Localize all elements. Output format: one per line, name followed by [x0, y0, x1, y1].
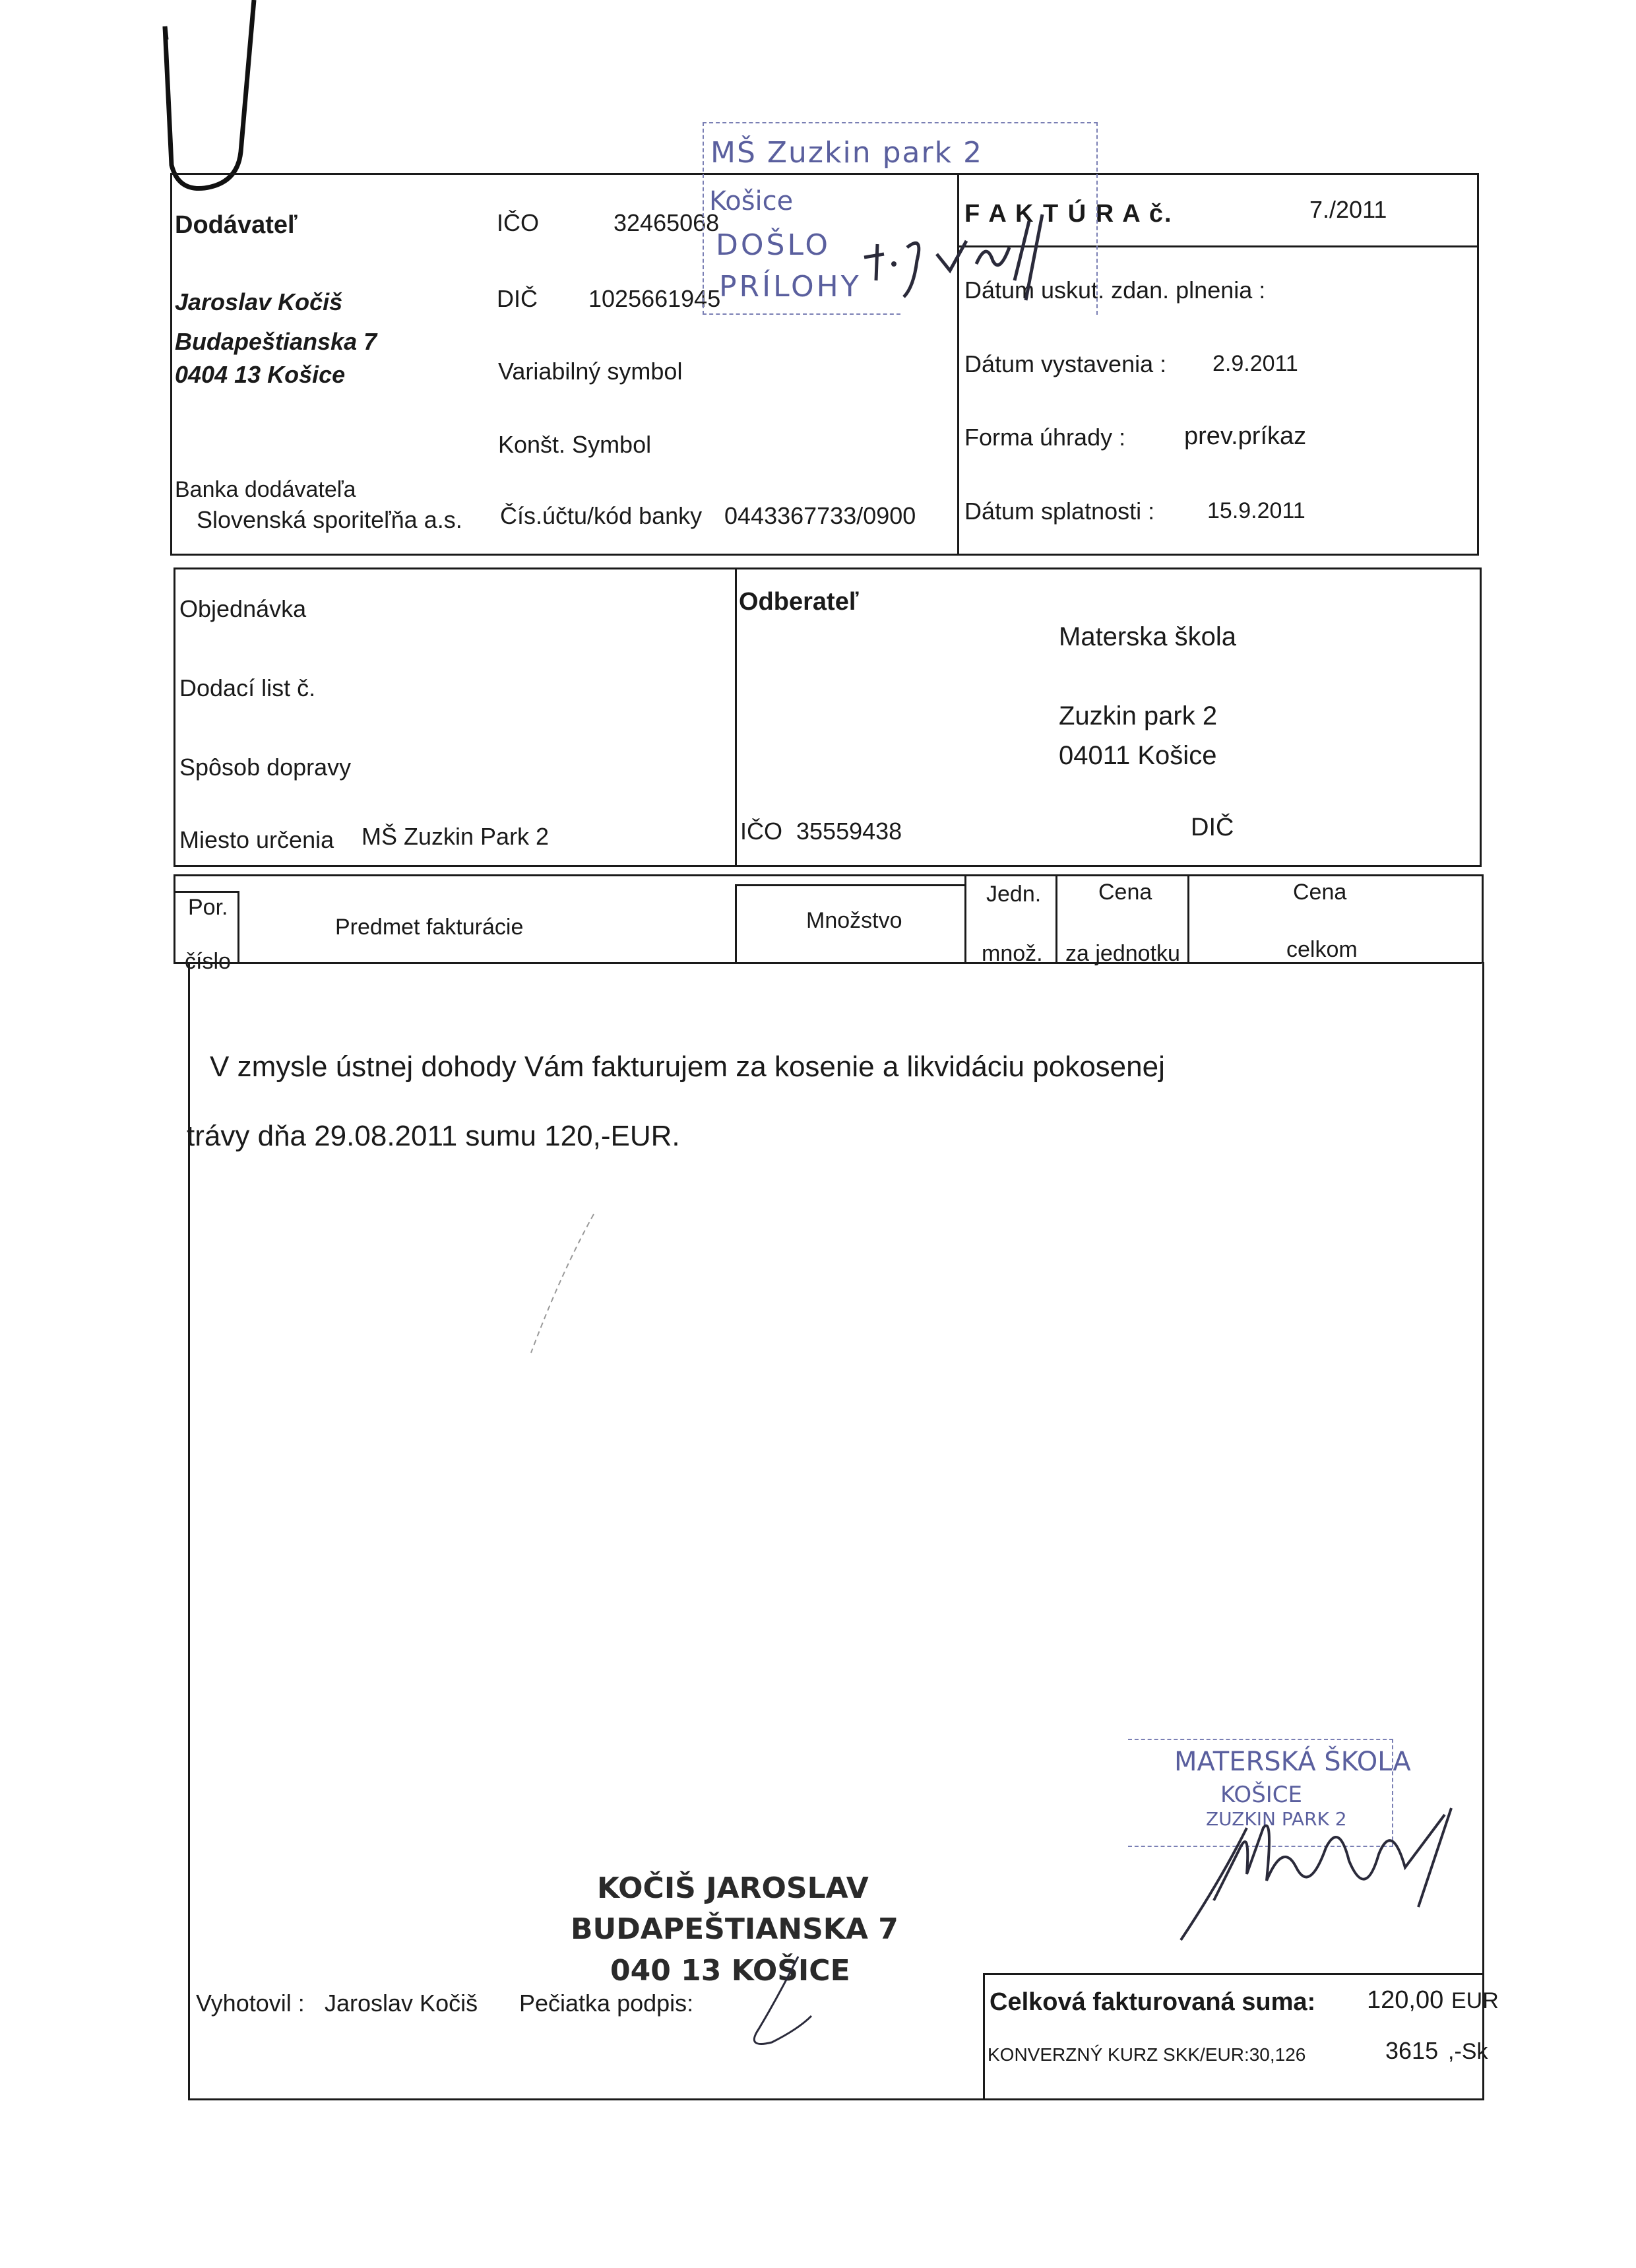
customer-ico-value: 35559438 — [796, 818, 902, 845]
ico-value: 32465068 — [614, 209, 720, 236]
supplier-signature — [699, 1950, 831, 2062]
col-quantity-label: Množstvo — [806, 908, 902, 933]
ico-label: IČO — [497, 209, 540, 236]
school-stamp-line1: MATERSKÁ ŠKOLA — [1174, 1747, 1411, 1777]
school-stamp-line3: ZUZKIN PARK 2 — [1206, 1808, 1347, 1830]
supplier-heading: Dodávateľ — [175, 211, 298, 239]
due-date: 15.9.2011 — [1207, 498, 1306, 523]
dic-value: 1025661945 — [588, 285, 721, 312]
customer-ico-label: IČO — [740, 818, 783, 845]
payment-form-label: Forma úhrady : — [964, 424, 1126, 451]
supplier-stamp-line1: KOČIŠ JAROSLAV — [597, 1871, 869, 1905]
order-label: Objednávka — [179, 595, 307, 622]
col-no-top-line — [173, 891, 239, 893]
bank-label: Banka dodávateľa — [175, 477, 356, 502]
account-label: Čís.účtu/kód banky — [500, 502, 703, 529]
stamp-signature-label: Pečiatka podpis: — [519, 1990, 694, 2017]
items-body-left-line — [173, 874, 175, 963]
col-subject-label: Predmet fakturácie — [335, 915, 524, 940]
col-quantity-divider — [964, 874, 966, 963]
order-customer-divider — [735, 567, 737, 867]
customer-dic-label: DIČ — [1191, 814, 1234, 841]
taxable-date-label: Dátum uskut. zdan. plnenia : — [964, 276, 1266, 304]
conversion-currency: ,-Sk — [1448, 2039, 1488, 2064]
total-label: Celková fakturovaná suma: — [990, 1988, 1316, 2016]
destination-label: Miesto určenia — [179, 826, 334, 853]
customer-name: Materska škola — [1059, 622, 1236, 651]
issue-date-label: Dátum vystavenia : — [964, 350, 1167, 377]
col-unit-price-label-1: Cena — [1098, 880, 1152, 905]
prepared-by-label: Vyhotovil : — [196, 1990, 305, 2017]
account-value: 0443367733/0900 — [724, 502, 916, 529]
supplier-stamp-line3: 040 13 KOŠICE — [610, 1954, 850, 1988]
items-body-right-line — [1482, 874, 1484, 963]
col-unit-label-2: množ. — [982, 941, 1043, 966]
col-no-label-1: Por. — [188, 895, 228, 920]
variable-symbol-label: Variabilný symbol — [498, 358, 683, 385]
transport-label: Spôsob dopravy — [179, 754, 352, 781]
delivery-note-label: Dodací list č. — [179, 674, 316, 701]
dic-label: DIČ — [497, 285, 538, 312]
customer-street: Zuzkin park 2 — [1059, 701, 1218, 730]
supplier-city: 0404 13 Košice — [175, 361, 346, 388]
due-date-label: Dátum splatnosti : — [964, 498, 1155, 525]
body-text-line2: trávy dňa 29.08.2011 sumu 120,-EUR. — [187, 1120, 680, 1152]
col-unit-price-divider — [1187, 874, 1189, 963]
customer-city: 04011 Košice — [1059, 741, 1217, 770]
constant-symbol-label: Konšt. Symbol — [498, 431, 652, 458]
received-stamp-line1: MŠ Zuzkin park 2 — [710, 136, 984, 170]
payment-form: prev.príkaz — [1184, 422, 1307, 450]
col-unit-divider — [1055, 874, 1057, 963]
received-stamp-bottom-line — [703, 313, 900, 315]
school-stamp-line2: KOŠICE — [1220, 1782, 1303, 1808]
body-text-line1: V zmysle ústnej dohody Vám fakturujem za kosenie a likvidáciu pokosenej — [210, 1051, 1165, 1083]
pen-stroke-mark — [521, 1208, 600, 1359]
total-currency: EUR — [1451, 1988, 1499, 2013]
conversion-label: KONVERZNÝ KURZ SKK/EUR:30,126 — [988, 2044, 1306, 2065]
supplier-stamp-line2: BUDAPEŠTIANSKA 7 — [571, 1912, 898, 1946]
customer-heading: Odberateľ — [739, 588, 859, 616]
received-stamp-line2: Košice — [709, 186, 794, 216]
invoice-number: 7./2011 — [1309, 196, 1387, 223]
col-subject-divider — [735, 884, 737, 963]
items-header-top-line — [173, 874, 1482, 876]
supplier-name: Jaroslav Kočiš — [175, 288, 343, 315]
col-subject-top-line — [735, 884, 966, 886]
destination-value: MŠ Zuzkin Park 2 — [362, 823, 550, 850]
supplier-street: Budapeštianska 7 — [175, 328, 377, 355]
bank-name: Slovenská sporiteľňa a.s. — [197, 506, 462, 533]
received-stamp-line3: DOŠLO — [716, 228, 831, 262]
prepared-by: Jaroslav Kočiš — [325, 1990, 478, 2017]
col-unit-price-label-2: za jednotku — [1065, 941, 1180, 966]
col-no-label-2: číslo — [185, 949, 231, 974]
received-stamp — [703, 122, 1098, 320]
received-stamp-line4: PRÍLOHY — [719, 270, 862, 304]
col-total-label-1: Cena — [1293, 880, 1347, 905]
col-no-divider — [237, 891, 239, 963]
issue-date: 2.9.2011 — [1212, 351, 1298, 376]
invoice-title: F A K T Ú R A č. — [964, 200, 1173, 228]
customer-signature — [1168, 1801, 1471, 1953]
paper-clip-icon — [152, 0, 257, 198]
total-value: 120,00 — [1367, 1986, 1444, 2014]
col-total-label-2: celkom — [1286, 937, 1358, 962]
received-stamp-handwritten-date — [851, 208, 1075, 307]
col-unit-label-1: Jedn. — [986, 882, 1042, 907]
conversion-value: 3615 — [1385, 2037, 1439, 2064]
